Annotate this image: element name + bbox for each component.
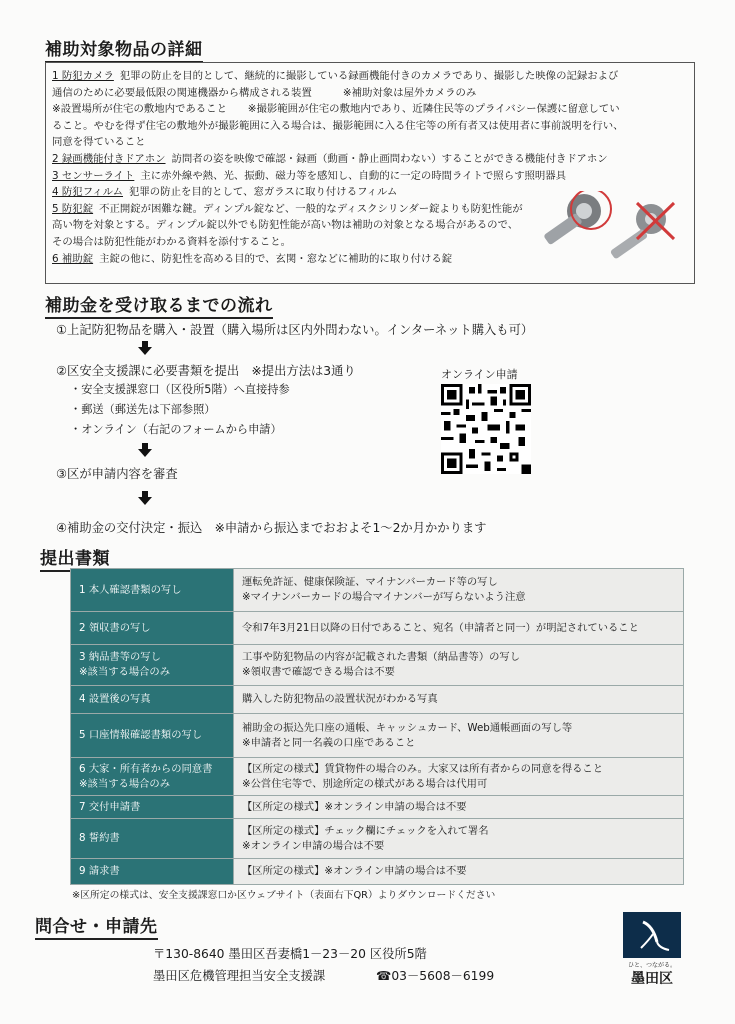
doc-desc: 工事や防犯物品の内容が記載された書類（納品書等）の写し ※領収書で確認できる場合は不要 (234, 645, 684, 686)
item-name: 4 防犯フィルム (52, 186, 124, 199)
doc-desc: 令和7年3月21日以降の日付であること、宛名（申請者と同一）が明記されていること (234, 612, 684, 645)
qr-label: オンライン申請 (441, 368, 518, 381)
keys-illustration (539, 191, 684, 269)
item-name: 2 録画機能付きドアホン (52, 152, 166, 165)
doc-name: 9 請求書 (71, 859, 234, 885)
doc-name: 5 口座情報確認書類の写し (71, 714, 234, 758)
doc-name: 3 納品書等の写し ※該当する場合のみ (71, 645, 234, 686)
doc-name: 2 領収書の写し (71, 612, 234, 645)
item-name: 1 防犯カメラ (52, 70, 114, 82)
doc-name: 6 大家・所有者からの同意書 ※該当する場合のみ (71, 758, 234, 796)
qr-code-icon[interactable] (441, 384, 531, 474)
item-name: 5 防犯錠 (52, 202, 94, 215)
section-heading-contact: 問合せ・申請先 (35, 912, 158, 940)
list-item: 5 防犯錠 不正開錠が困難な鍵。ディンプル錠など、一般的なディスクシリンダー錠よりも防犯性能が (52, 202, 523, 215)
list-item: 3 センサーライト 主に赤外線や熱、光、振動、磁力等を感知し、自動的に一定の時間ライトで照らす照明器具 (52, 169, 567, 182)
table-row (71, 859, 684, 885)
contact-phone: ☎03－5608－6199 (376, 969, 495, 983)
contact-address: 〒130-8640 墨田区吾妻橋1－23－20 区役所5階 (153, 947, 427, 961)
method-item: ・郵送（郵送先は下部参照） (70, 403, 216, 416)
table-row (71, 796, 684, 819)
table-row (71, 758, 684, 796)
sumida-logo (623, 912, 681, 987)
table-row (71, 686, 684, 714)
table-row (71, 612, 684, 645)
list-item: 1 防犯カメラ 犯罪の防止を目的として、継続的に撮影している録画機能付きのカメラであり、撮影した映像の記録および (52, 70, 619, 82)
section-heading-flow: 補助金を受け取るまでの流れ (45, 291, 273, 319)
table-row (71, 819, 684, 859)
table-row (71, 569, 684, 612)
list-item: 4 防犯フィルム 犯罪の防止を目的として、窓ガラスに取り付けるフィルム (52, 186, 398, 199)
logo-name: 墨田区 (631, 971, 673, 987)
table-row (71, 714, 684, 758)
items-box: 1 防犯カメラ 犯罪の防止を目的として、継続的に撮影している録画機能付きのカメラであり、撮影した映像の記録および 通信のために必要最低限の関連機器から構成される装置 ※補助対象は屋外カメラのみ ※設置場所が住宅の敷地内であること ※撮影範囲が住宅の敷地内であり、近隣住民等のプライバシー保護に留意してい ること。やむを得ず住宅の敷地外が撮影範囲に入る場合は、撮影範囲に入る住宅等の所有者又は使用者に事前説明を行い、 同意を得ていること 2 録画機能付きドアホン 訪問者の姿を映像で確認・録画（動画・静止画問わない）することができる機能付きドアホン 3 センサーライト 主に赤外線や熱、光、振動、磁力等を感知し、自動的に一定の時間ライトで照らす照明器具 4 防犯フィルム 犯罪の防止を目的として、窓ガラスに取り付けるフィルム 5 防犯錠 不正開錠が困難な鍵。ディンプル錠など、一般的なディスクシリンダー錠よりも防犯性能が 高い物を対象とする。ディンプル錠以外でも防犯性能が高い物は補助の対象となる場合があるので、 その場合は防犯性能がわかる資料を添付すること。 6 補助錠 主錠の他に、防犯性を高める目的で、玄関・窓などに補助的に取り付ける錠 (45, 62, 695, 284)
doc-desc: 補助金の振込先口座の通帳、キャッシュカード、Web通帳画面の写し等 ※申請者と同一名義の口座であること (234, 714, 684, 758)
contact-department: 墨田区危機管理担当安全支援課 (153, 969, 326, 983)
doc-name: 7 交付申請書 (71, 796, 234, 819)
flow-step-3: ③区が申請内容を審査 (56, 467, 178, 481)
flow-step-2: ②区安全支援課に必要書類を提出 ※提出方法は3通り (56, 364, 356, 378)
flow-step-4: ④補助金の交付決定・振込 ※申請から振込までおおよそ1～2か月かかります (56, 521, 487, 535)
method-item: ・オンライン（右記のフォームから申請） (70, 423, 282, 436)
down-arrow-icon (138, 443, 152, 457)
doc-desc: 【区所定の様式】※オンライン申請の場合は不要 (234, 796, 684, 819)
table-row (71, 645, 684, 686)
down-arrow-icon (138, 491, 152, 505)
doc-desc: 【区所定の様式】※オンライン申請の場合は不要 (234, 859, 684, 885)
disc-cylinder-key-icon (610, 203, 674, 260)
logo-tagline: ひと、つながる。 (627, 962, 676, 969)
section-heading-documents: 提出書類 (40, 544, 110, 572)
doc-desc: 運転免許証、健康保険証、マイナンバーカード等の写し ※マイナンバーカードの場合マイナンバーが写らないよう注意 (234, 569, 684, 612)
list-item: 6 補助錠 主錠の他に、防犯性を高める目的で、玄関・窓などに補助的に取り付ける錠 (52, 252, 453, 265)
list-item: 2 録画機能付きドアホン 訪問者の姿を映像で確認・録画（動画・静止画問わない）することができる機能付きドアホン (52, 152, 608, 165)
down-arrow-icon (138, 341, 152, 355)
item-name: 3 センサーライト (52, 169, 135, 182)
dimple-key-icon (543, 191, 611, 245)
logo-mark-icon (623, 912, 681, 958)
doc-name: 8 誓約書 (71, 819, 234, 859)
item-name: 6 補助錠 (52, 252, 94, 265)
doc-name: 4 設置後の写真 (71, 686, 234, 714)
doc-desc: 【区所定の様式】賃貸物件の場合のみ。大家又は所有者からの同意を得ること ※公営住宅等で、別途所定の様式がある場合は代用可 (234, 758, 684, 796)
doc-name: 1 本人確認書類の写し (71, 569, 234, 612)
doc-desc: 【区所定の様式】チェック欄にチェックを入れて署名 ※オンライン申請の場合は不要 (234, 819, 684, 859)
flow-step-1: ①上記防犯物品を購入・設置（購入場所は区内外問わない。インターネット購入も可） (56, 323, 534, 337)
documents-footnote: ※区所定の様式は、安全支援課窓口か区ウェブサイト（表面右下QR）よりダウンロードください (72, 890, 496, 901)
section-heading-items: 補助対象物品の詳細 (45, 35, 203, 63)
method-item: ・安全支援課窓口（区役所5階）へ直接持参 (70, 383, 290, 396)
doc-desc: 購入した防犯物品の設置状況がわかる写真 (234, 686, 684, 714)
documents-table (70, 568, 684, 885)
